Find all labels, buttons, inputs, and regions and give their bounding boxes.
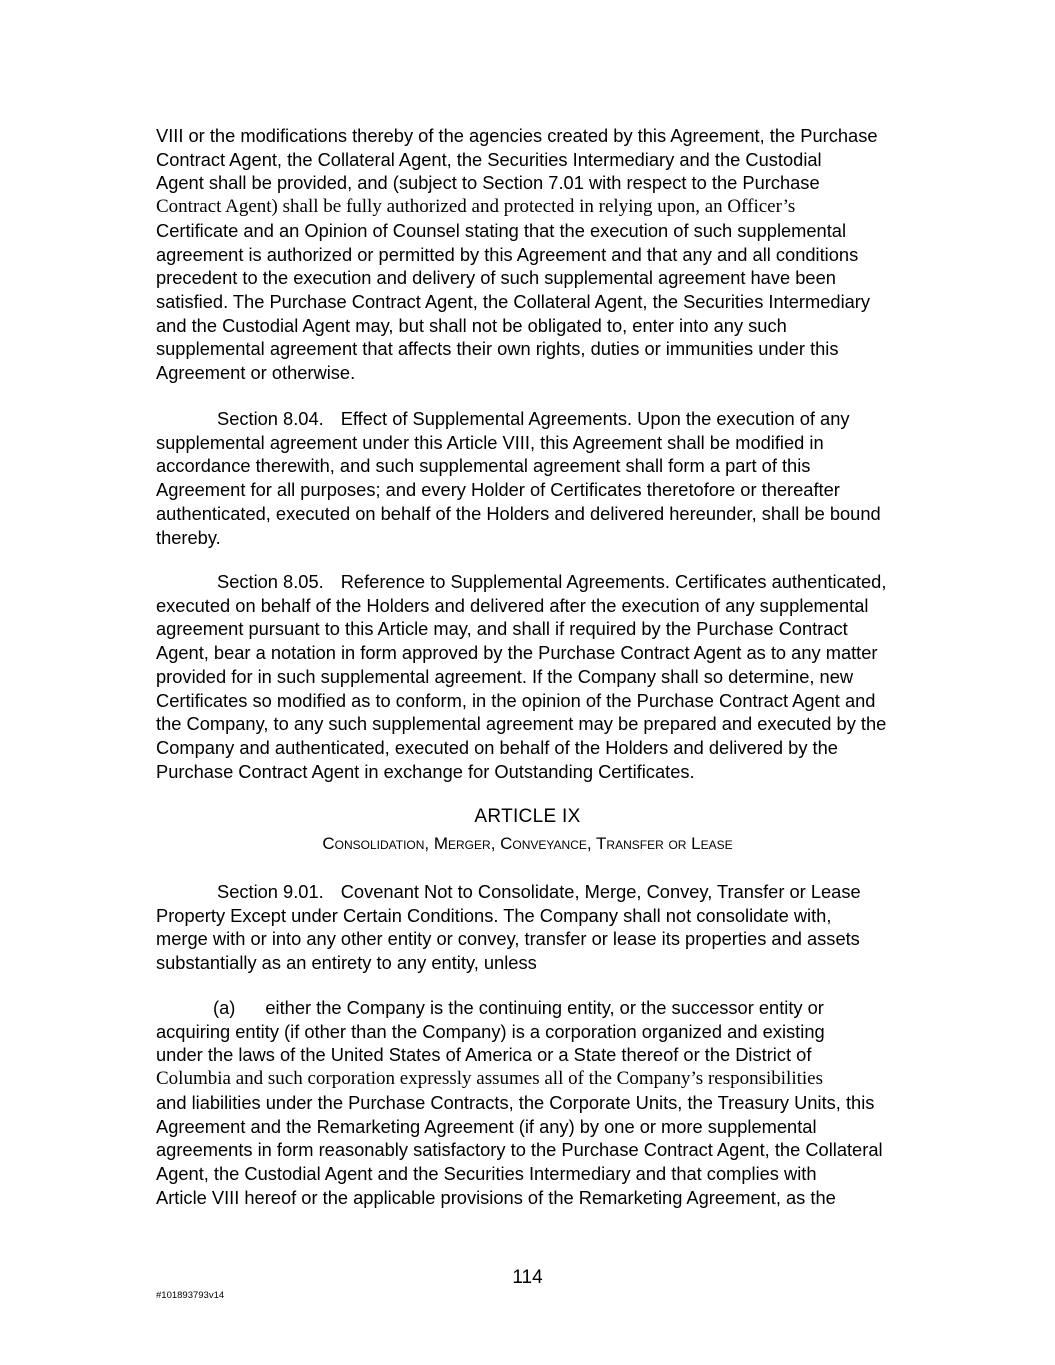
text-line: provided for in such supplemental agreement. If the Company shall so determine, new xyxy=(156,665,854,687)
section-number: Section 9.01. xyxy=(217,881,324,902)
text-line: Columbia and such corporation expressly assumes all of the Company’s responsibilities xyxy=(156,1068,824,1090)
section-heading-line xyxy=(156,570,901,594)
text-line: Company and authenticated, executed on behalf of the Holders and delivered by the xyxy=(156,736,838,758)
text-line: agreements in form reasonably satisfactory to the Purchase Contract Agent, the Collateral xyxy=(156,1139,883,1161)
text-line: Agreement and the Remarketing Agreement (if any) by one or more supplemental xyxy=(156,1115,817,1137)
text-line: agreement pursuant to this Article may, and shall if required by the Purchase Contract xyxy=(156,618,848,640)
clause-heading-line xyxy=(156,996,901,1020)
text-line: Agreement for all purposes; and every Holder of Certificates theretofore or thereafter xyxy=(156,479,840,501)
clause-a xyxy=(156,996,901,1209)
section-heading-text: Covenant Not to Consolidate, Merge, Convey, Transfer or Lease xyxy=(340,881,861,902)
section-8-04 xyxy=(156,407,901,549)
text-line: thereby. xyxy=(156,526,221,548)
text-line: and liabilities under the Purchase Contracts, the Corporate Units, the Treasury Units, this xyxy=(156,1091,875,1113)
text-line: Certificate and an Opinion of Counsel stating that the execution of such supplemental xyxy=(156,219,847,241)
text-line: precedent to the execution and delivery of such supplemental agreement have been xyxy=(156,267,836,289)
text-line: Contract Agent, the Collateral Agent, the Securities Intermediary and the Custodial xyxy=(156,148,822,170)
section-number: Section 8.04. xyxy=(217,408,324,429)
page-number: 114 xyxy=(512,1267,543,1288)
text-line: Purchase Contract Agent in exchange for Outstanding Certificates. xyxy=(156,760,695,782)
text-line: satisfied. The Purchase Contract Agent, the Collateral Agent, the Securities Intermediary xyxy=(156,290,871,312)
text-line: Agent shall be provided, and (subject to Section 7.01 with respect to the Purchase xyxy=(156,172,820,194)
text-line: substantially as an entirety to any entity, unless xyxy=(156,952,537,974)
section-heading-text: Reference to Supplemental Agreements. Certificates authenticated, xyxy=(340,571,887,592)
text-line: Property Except under Certain Conditions. The Company shall not consolidate with, xyxy=(156,904,832,926)
text-line: VIII or the modifications thereby of the agencies created by this Agreement, the Purchase xyxy=(156,125,878,146)
section-heading-text: Effect of Supplemental Agreements. Upon the execution of any xyxy=(340,408,850,429)
article-subtitle: Consolidation, Merger, Conveyance, Transfer or Lease xyxy=(322,834,733,853)
clause-text: either the Company is the continuing entity, or the successor entity or xyxy=(265,997,824,1018)
section-heading-line xyxy=(156,880,901,904)
text-line: Agreement or otherwise. xyxy=(156,362,356,384)
text-line: and the Custodial Agent may, but shall not be obligated to, enter into any such xyxy=(156,314,787,336)
section-number: Section 8.05. xyxy=(217,571,324,592)
clause-label: (a) xyxy=(213,997,236,1018)
text-line: supplemental agreement under this Article VIII, this Agreement shall be modified in xyxy=(156,431,824,453)
section-9-01 xyxy=(156,880,901,975)
text-line: acquiring entity (if other than the Company) is a corporation organized and existing xyxy=(156,1020,825,1042)
paragraph-continuation xyxy=(156,124,901,385)
text-line: under the laws of the United States of America or a State thereof or the District of xyxy=(156,1044,812,1066)
text-line: supplemental agreement that affects their own rights, duties or immunities under this xyxy=(156,338,839,360)
text-line: Certificates so modified as to conform, in the opinion of the Purchase Contract Agent and xyxy=(156,689,876,711)
article-title: ARTICLE IX xyxy=(474,806,581,827)
text-line: authenticated, executed on behalf of the Holders and delivered hereunder, shall be bound xyxy=(156,502,881,524)
document-id: #101893793v14 xyxy=(156,1290,225,1301)
text-line: agreement is authorized or permitted by this Agreement and that any and all conditions xyxy=(156,243,859,265)
section-heading-line xyxy=(156,407,901,431)
section-8-05 xyxy=(156,570,901,783)
text-line: Agent, bear a notation in form approved by the Purchase Contract Agent as to any matter xyxy=(156,642,878,664)
text-line: the Company, to any such supplemental agreement may be prepared and executed by the xyxy=(156,713,887,735)
text-line: accordance therewith, and such supplemental agreement shall form a part of this xyxy=(156,455,811,477)
text-line: Article VIII hereof or the applicable provisions of the Remarketing Agreement, as the xyxy=(156,1186,836,1208)
text-line: executed on behalf of the Holders and delivered after the execution of any supplemental xyxy=(156,594,869,616)
text-line: Agent, the Custodial Agent and the Securities Intermediary and that complies with xyxy=(156,1162,817,1184)
text-line: Contract Agent) shall be fully authorized and protected in relying upon, an Officer’s xyxy=(156,196,796,218)
text-line: merge with or into any other entity or convey, transfer or lease its properties and assets xyxy=(156,928,860,950)
